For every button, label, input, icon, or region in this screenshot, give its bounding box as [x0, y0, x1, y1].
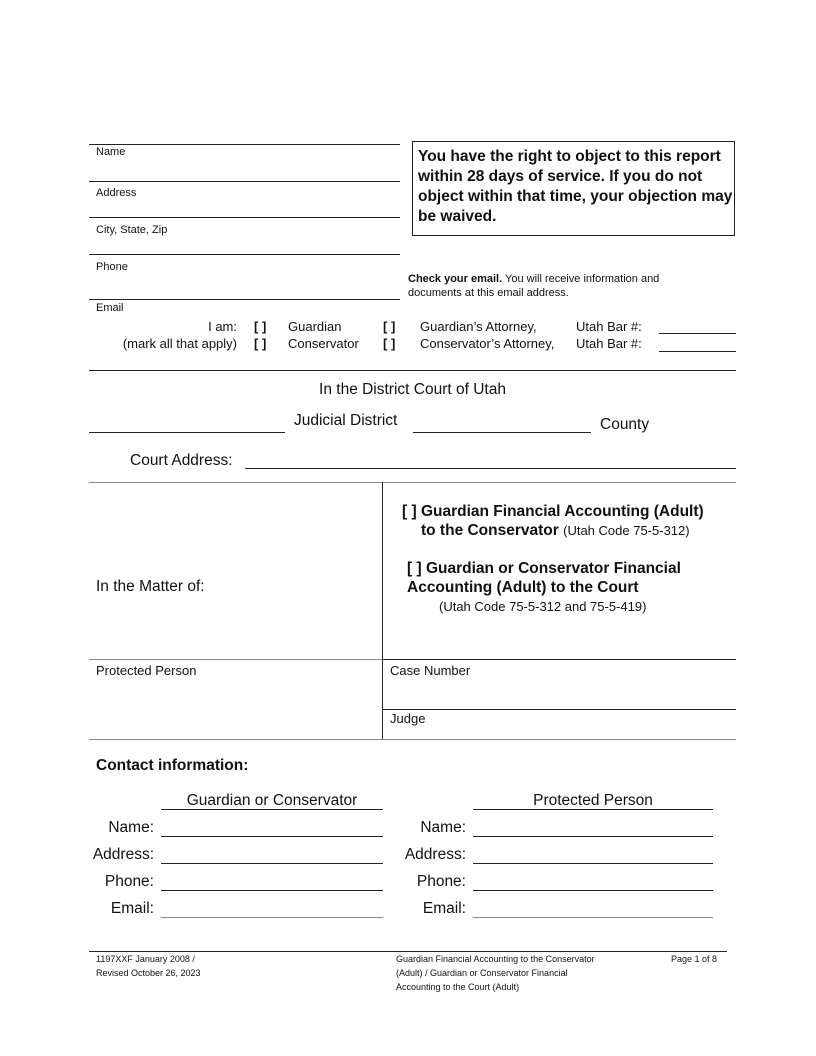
option1-title: Guardian Financial Accounting (Adult): [420, 503, 704, 520]
address-field-label: Address: [96, 187, 137, 199]
email-note-text: You will receive information and documents at this email address.: [408, 273, 660, 299]
protected-title-underline: [473, 809, 713, 810]
county-label: County: [600, 416, 650, 433]
left-address-label: Address:: [92, 846, 154, 863]
case-number-label: Case Number: [390, 663, 471, 678]
name-line: [89, 144, 400, 145]
email-note: [408, 272, 708, 300]
district-line[interactable]: [89, 432, 285, 433]
option2-title-line2: Accounting (Adult) to the Court: [407, 579, 639, 596]
right-name-label: Name:: [420, 819, 466, 836]
footer-page-number: Page 1 of 8: [671, 954, 718, 964]
guardian-attorney-checkbox[interactable]: [ ]: [383, 319, 396, 334]
city-line[interactable]: [89, 217, 400, 218]
caption-divider: [382, 482, 383, 739]
right-phone-label: Phone:: [416, 873, 466, 890]
header-divider: [89, 370, 736, 371]
county-line[interactable]: [413, 432, 591, 433]
option-accounting-to-court: [407, 559, 681, 616]
option-accounting-to-conservator: [402, 502, 704, 540]
guardian-role: Guardian: [288, 319, 342, 334]
bar-number-label: Utah Bar #:: [576, 336, 642, 351]
judge-label: Judge: [390, 711, 426, 726]
option1-code: (Utah Code 75-5-312): [563, 523, 690, 538]
i-am-label: I am:: [208, 319, 237, 334]
court-address-line[interactable]: [245, 468, 736, 469]
footer-title-line3: Accounting to the Court (Adult): [396, 982, 520, 992]
right-email-label: Email:: [422, 900, 466, 917]
left-phone-label: Phone:: [104, 873, 154, 890]
conservator-attorney-checkbox[interactable]: [ ]: [383, 336, 396, 351]
conservator-role: Conservator: [288, 336, 359, 351]
footer-form-number: 1197XXF January 2008 /: [96, 954, 195, 964]
right-name-line[interactable]: [473, 836, 713, 837]
left-name-label: Name:: [108, 819, 154, 836]
email-note-bold: Check your email.: [408, 273, 503, 285]
footer-form-title: [396, 952, 595, 994]
option1-title-line2: to the Conservator: [421, 522, 559, 539]
email-line[interactable]: [89, 299, 400, 300]
option2-checkbox[interactable]: [ ]: [407, 560, 422, 577]
footer-form-id: [96, 952, 201, 980]
guardian-attorney-label: Guardian’s Attorney,: [420, 319, 537, 334]
in-the-matter-label: In the Matter of:: [96, 578, 205, 595]
contact-heading: Contact information:: [96, 757, 249, 774]
option2-title: Guardian or Conservator Financial: [425, 560, 681, 577]
mark-all-label: (mark all that apply): [122, 336, 237, 351]
left-email-label: Email:: [110, 900, 154, 917]
left-address-line[interactable]: [161, 863, 383, 864]
footer-revised-date: Revised October 26, 2023: [96, 968, 201, 978]
bar-number-label: Utah Bar #:: [576, 319, 642, 334]
conservator-attorney-label: Conservator’s Attorney,: [420, 336, 555, 351]
name-field-label: Name: [96, 146, 126, 158]
right-address-line[interactable]: [473, 863, 713, 864]
right-address-label: Address:: [404, 846, 466, 863]
right-email-line[interactable]: [473, 917, 713, 918]
email-field-label: Email: [96, 302, 124, 314]
option1-checkbox[interactable]: [ ]: [402, 503, 417, 520]
guardian-title-underline: [161, 809, 383, 810]
footer-title-line2: (Adult) / Guardian or Conservator Financial: [396, 968, 568, 978]
bar-number-line[interactable]: [659, 351, 736, 352]
protected-person-label: Protected Person: [96, 663, 197, 678]
protected-person-column-title: Protected Person: [533, 792, 653, 809]
left-phone-line[interactable]: [161, 890, 383, 891]
footer-title-line1: Guardian Financial Accounting to the Conservator: [396, 954, 595, 964]
guardian-column-title: Guardian or Conservator: [186, 792, 358, 809]
left-name-line[interactable]: [161, 836, 383, 837]
court-title: In the District Court of Utah: [319, 381, 506, 398]
caption-mid-left-line: [89, 659, 382, 660]
caption-bottom-line: [89, 739, 736, 740]
court-address-label: Court Address:: [130, 452, 233, 469]
bar-number-line[interactable]: [659, 333, 736, 334]
conservator-checkbox[interactable]: [ ]: [254, 336, 267, 351]
right-phone-line[interactable]: [473, 890, 713, 891]
phone-field-label: Phone: [96, 261, 128, 273]
phone-line[interactable]: [89, 254, 400, 255]
caption-top-line: [89, 482, 736, 483]
address-line[interactable]: [89, 181, 400, 182]
left-email-line[interactable]: [161, 917, 383, 918]
caption-mid-right-line: [382, 659, 736, 660]
guardian-checkbox[interactable]: [ ]: [254, 319, 267, 334]
objection-notice: You have the right to object to this report within 28 days of service. If you do not object within that time, your objection may be waived.: [412, 141, 735, 236]
case-number-line[interactable]: [382, 709, 736, 710]
judicial-district-label: Judicial District: [294, 412, 398, 429]
city-field-label: City, State, Zip: [96, 224, 168, 236]
option2-code: (Utah Code 75-5-312 and 75-5-419): [439, 599, 647, 614]
